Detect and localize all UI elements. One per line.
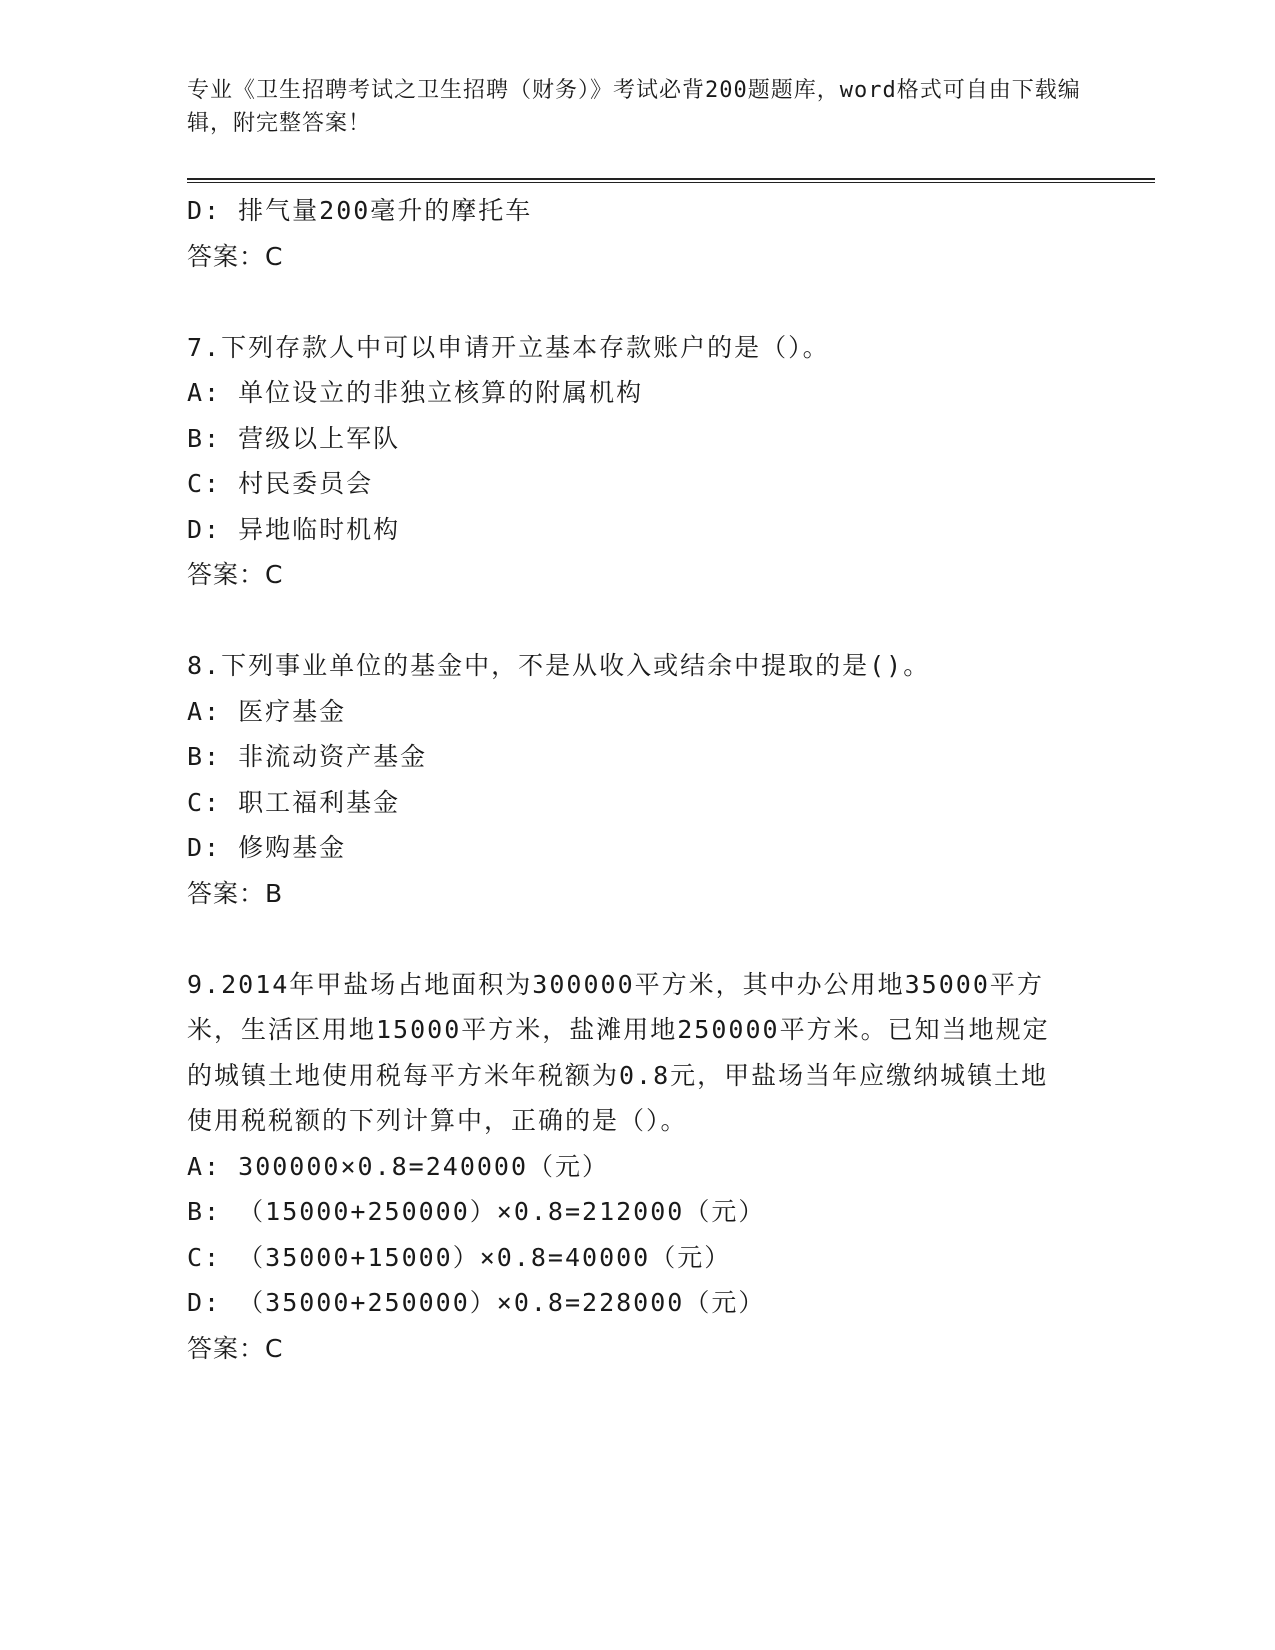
option-a: A: 医疗基金 bbox=[187, 696, 347, 726]
option-d: D: 修购基金 bbox=[187, 833, 347, 862]
header-text: 专业《卫生招聘考试之卫生招聘（财务）》考试必背200题题库，word格式可自由下载编辑，附完整答案！ bbox=[187, 78, 1081, 136]
question-9 bbox=[187, 962, 1087, 1372]
question-stem: 9.2014年甲盐场占地面积为300000平方米，其中办公用地35000平方米，生活区用地15000平方米，盐滩用地250000平方米。已知当地规定的城镇土地使用税每平方米年税额为0.8元，甲盐场当年应缴纳城镇土地使用税税额的下列计算中，正确的是（）。 bbox=[187, 969, 1050, 1135]
option-b: B: 营级以上军队 bbox=[187, 423, 401, 453]
option-b: B: 非流动资产基金 bbox=[187, 742, 428, 771]
option-b: B: （15000+250000）×0.8=212000（元） bbox=[187, 1197, 766, 1226]
answer-line: 答案：C bbox=[187, 241, 284, 271]
option-c: C: （35000+15000）×0.8=40000（元） bbox=[187, 1242, 732, 1272]
option-a: A: 300000×0.8=240000（元） bbox=[187, 1151, 610, 1181]
question-7 bbox=[187, 325, 1087, 598]
option-d: D: 排气量200毫升的摩托车 bbox=[187, 196, 533, 225]
answer-line: 答案：C bbox=[187, 560, 284, 589]
option-c: C: 村民委员会 bbox=[187, 469, 374, 498]
option-d: D: （35000+250000）×0.8=228000（元） bbox=[187, 1288, 766, 1317]
document-header bbox=[187, 74, 1087, 140]
option-d: D: 异地临时机构 bbox=[187, 514, 401, 544]
option-a: A: 单位设立的非独立核算的附属机构 bbox=[187, 378, 644, 407]
header-divider bbox=[187, 178, 1155, 183]
question-stem: 7.下列存款人中可以申请开立基本存款账户的是（）。 bbox=[187, 332, 830, 362]
question-stem: 8.下列事业单位的基金中，不是从收入或结余中提取的是()。 bbox=[187, 651, 931, 680]
question-list bbox=[187, 188, 1087, 1371]
option-c: C: 职工福利基金 bbox=[187, 787, 401, 817]
previous-question-tail bbox=[187, 188, 1087, 279]
answer-line: 答案：B bbox=[187, 878, 284, 908]
question-8 bbox=[187, 643, 1087, 916]
answer-line: 答案：C bbox=[187, 1333, 284, 1363]
